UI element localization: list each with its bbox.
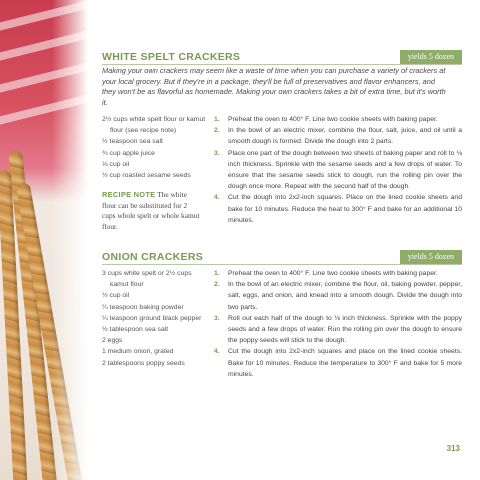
recipe-title: WHITE SPELT CRACKERS (102, 51, 241, 63)
step-number: 4. (214, 194, 220, 202)
steps-list (214, 268, 462, 380)
step-item (214, 279, 462, 313)
yield-badge: yields 5 dozen (400, 50, 462, 64)
step-item (214, 313, 462, 347)
step-text: Preheat the oven to 400° F. Line two cookie sheets with baking paper. (228, 116, 438, 123)
ingredient-item: 1 medium onion, grated (102, 348, 174, 356)
recipe-note-label: RECIPE NOTE (102, 190, 156, 199)
step-text: Cut the dough into 2x2-inch squares and place on the lined cookie sheets. Bake for 10 minutes. Reduce the temperature to 300° F and bake for 5 more minutes. (228, 348, 462, 378)
recipe-title: ONION CRACKERS (102, 251, 204, 263)
step-number: 1. (214, 270, 220, 277)
ingredient-item: ¼ teaspoon ground black pepper (102, 314, 202, 322)
step-number: 2. (214, 281, 220, 289)
ingredient-item: ¼ teaspoon baking powder (102, 303, 184, 311)
step-number: 3. (214, 314, 220, 322)
recipe-note-text: The white flour can be substituted for 2 cups whole spelt or whole kamut flour. (102, 190, 200, 231)
step-text: In the bowl of an electric mixer, combine the flour, oil, baking powder, pepper, salt, eggs, and onion, and knead into a smooth dough. Divide the dough into two parts. (228, 281, 462, 311)
ingredient-item: 2 eggs (102, 337, 123, 345)
ingredient-item: ½ teaspoon sea salt (102, 138, 163, 146)
page-number: 313 (446, 444, 460, 453)
ingredients-list (102, 268, 210, 369)
step-text: In the bowl of an electric mixer, combine the flour, salt, juice, and oil until a smooth dough is formed. Divide the dough into 2 parts. (228, 127, 462, 146)
step-item (214, 268, 462, 279)
recipe-note (102, 190, 202, 232)
step-number: 2. (214, 127, 220, 135)
ingredient-item: 2 tablespoons poppy seeds (102, 359, 185, 367)
step-item (214, 148, 462, 193)
step-number: 3. (214, 149, 220, 157)
steps-list (214, 114, 462, 226)
step-item (214, 125, 462, 147)
ingredient-item: 2½ cups white spelt flour or kamut flour (see recipe note) (102, 116, 206, 135)
step-item (214, 192, 462, 226)
ingredient-item: ¾ cup apple juice (102, 149, 155, 157)
step-number: 4. (214, 348, 220, 356)
ingredient-item: 3 cups white spelt or 2½ cups kamut flour (102, 270, 192, 289)
ingredient-item: ½ cup oil (102, 292, 130, 300)
recipe-header-white-spelt (102, 48, 462, 65)
step-text: Cut the dough into 2x2-inch squares. Place on the lined cookie sheets and bake for 10 minutes. Reduce the heat to 300° F and bake for an additional 10 minutes. (228, 194, 462, 224)
yield-badge: yields 5 dozen (400, 250, 462, 264)
recipe-header-onion (102, 248, 462, 265)
step-item (214, 346, 462, 380)
step-text: Preheat the oven to 400° F. Line two cookie sheets with baking paper. (228, 270, 438, 277)
ingredient-item: ⅓ cup oil (102, 160, 130, 168)
recipe-intro: Making your own crackers may seem like a waste of time when you can purchase a variety of crackers at your local grocery. But if they're in a package, they'll be full of preservatives and flavor enhancers, and they won't be as flavorful as homemade. Making your own crackers takes a bit of extra time, but it's worth it. (102, 66, 446, 107)
ingredient-item: ½ tablespoon sea salt (102, 326, 169, 334)
step-text: Place one part of the dough between two sheets of baking paper and roll to ⅛ inch thickness. Sprinkle with the sesame seeds and a few drops of water. To ensure that the sesame seeds stick to dough, run the rolling pin over the dough once more. Repeat with the second half of the dough. (228, 149, 462, 191)
step-text: Roll out each half of the dough to ⅛ inch thickness. Sprinkle with the poppy seeds and a few drops of water. Run the rolling pin over the dough to ensure the poppy seeds will stick to the dough. (228, 314, 462, 345)
ingredients-list (102, 114, 210, 181)
page-content (102, 0, 464, 480)
breadsticks-photo (0, 0, 88, 480)
ingredient-item: ½ cup roasted sesame seeds (102, 172, 191, 180)
step-item (214, 114, 462, 125)
photo-fade (52, 0, 88, 480)
step-number: 1. (214, 116, 220, 123)
